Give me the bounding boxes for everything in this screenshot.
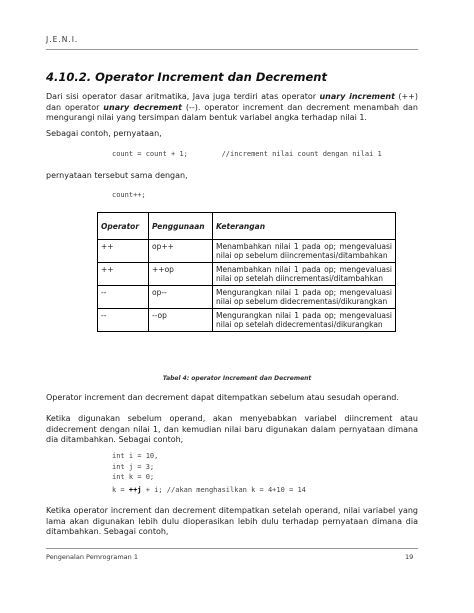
code-count-postfix: count++; [112, 191, 146, 199]
unary-increment-term: unary increment [319, 92, 395, 101]
placement-paragraph: Operator increment dan decrement dapat ditempatkan sebelum atau sesudah operand. [46, 393, 399, 402]
operator-table [97, 212, 396, 332]
table-row [98, 286, 396, 309]
cell-usage: op++ [149, 240, 213, 263]
cell-description: Menambahkan nilai 1 pada op; mengevaluasi nilai op setelah diincrementasi/ditambahkan [213, 263, 396, 286]
header-usage: Penggunaan [149, 213, 213, 240]
intro-text-2: (++) dan operator [46, 92, 418, 112]
cell-usage: op-- [149, 286, 213, 309]
footer-title: Pengenalan Pemrograman 1 [46, 553, 138, 561]
code-count-increment: count = count + 1; //increment nilai count dengan nilai 1 [112, 150, 382, 158]
intro-text-3: (--). operator increment dan decrement menambah dan mengurangi nilai yang tersimpan dalam bentuk variabel angka terhadap nilai 1. [46, 102, 419, 122]
cell-operator: -- [98, 309, 149, 332]
table-row [98, 263, 396, 286]
cell-operator: -- [98, 286, 149, 309]
header-text: J.E.N.I. [46, 35, 79, 44]
page-number: 19 [405, 553, 414, 561]
table-row [98, 309, 396, 332]
cell-usage: ++op [149, 263, 213, 286]
example-intro: Sebagai contoh, pernyataan, [46, 129, 162, 138]
unary-decrement-term: unary decrement [103, 102, 182, 112]
cell-operator: ++ [98, 240, 149, 263]
section-title: 4.10.2. Operator Increment dan Decrement [46, 70, 327, 84]
postfix-paragraph: Ketika operator increment dan decrement ditempatkan setelah operand, nilai variabel yang lama akan digunakan lebih dulu dioperasikan lebih dulu terhadap pernyataan dimana dia ditambahkan. Sebagai contoh, [46, 506, 418, 536]
footer-divider [46, 548, 418, 549]
table-header-row [98, 213, 396, 240]
intro-text-1: Dari sisi operator dasar aritmatika, Java juga terdiri atas operator [46, 92, 320, 101]
header-description: Keterangan [213, 213, 396, 240]
code-prefix-highlight: ++j [128, 486, 142, 494]
code-prefix-part-2: + i; //akan menghasilkan k = 4+10 = 14 [141, 486, 306, 494]
equivalence-text: pernyataan tersebut sama dengan, [46, 171, 188, 180]
code-prefix-example [112, 486, 306, 494]
cell-description: Mengurangkan nilai 1 pada op; mengevaluasi nilai op setelah didecrementasi/dikurangkan [213, 309, 396, 332]
header-divider [46, 49, 418, 50]
code-declarations: int i = 10, int j = 3; int k = 0; [112, 452, 159, 481]
table-row [98, 240, 396, 263]
cell-operator: ++ [98, 263, 149, 286]
header-operator: Operator [98, 213, 149, 240]
prefix-paragraph: Ketika digunakan sebelum operand, akan menyebabkan variabel diincrement atau didecrement dengan nilai 1, dan kemudian nilai baru digunakan dalam pernyataan dimana dia ditambahkan. Sebagai contoh, [46, 414, 418, 444]
code-prefix-part-1: k = [112, 486, 129, 494]
intro-paragraph [46, 92, 418, 124]
cell-usage: --op [149, 309, 213, 332]
cell-description: Menambahkan nilai 1 pada op; mengevaluasi nilai op sebelum diincrementasi/ditambahkan [213, 240, 396, 263]
cell-description: Mengurangkan nilai 1 pada op; mengevaluasi nilai op sebelum didecrementasi/dikurangkan [213, 286, 396, 309]
table-caption: Tabel 4: operator Increment dan Decrement [162, 375, 312, 382]
